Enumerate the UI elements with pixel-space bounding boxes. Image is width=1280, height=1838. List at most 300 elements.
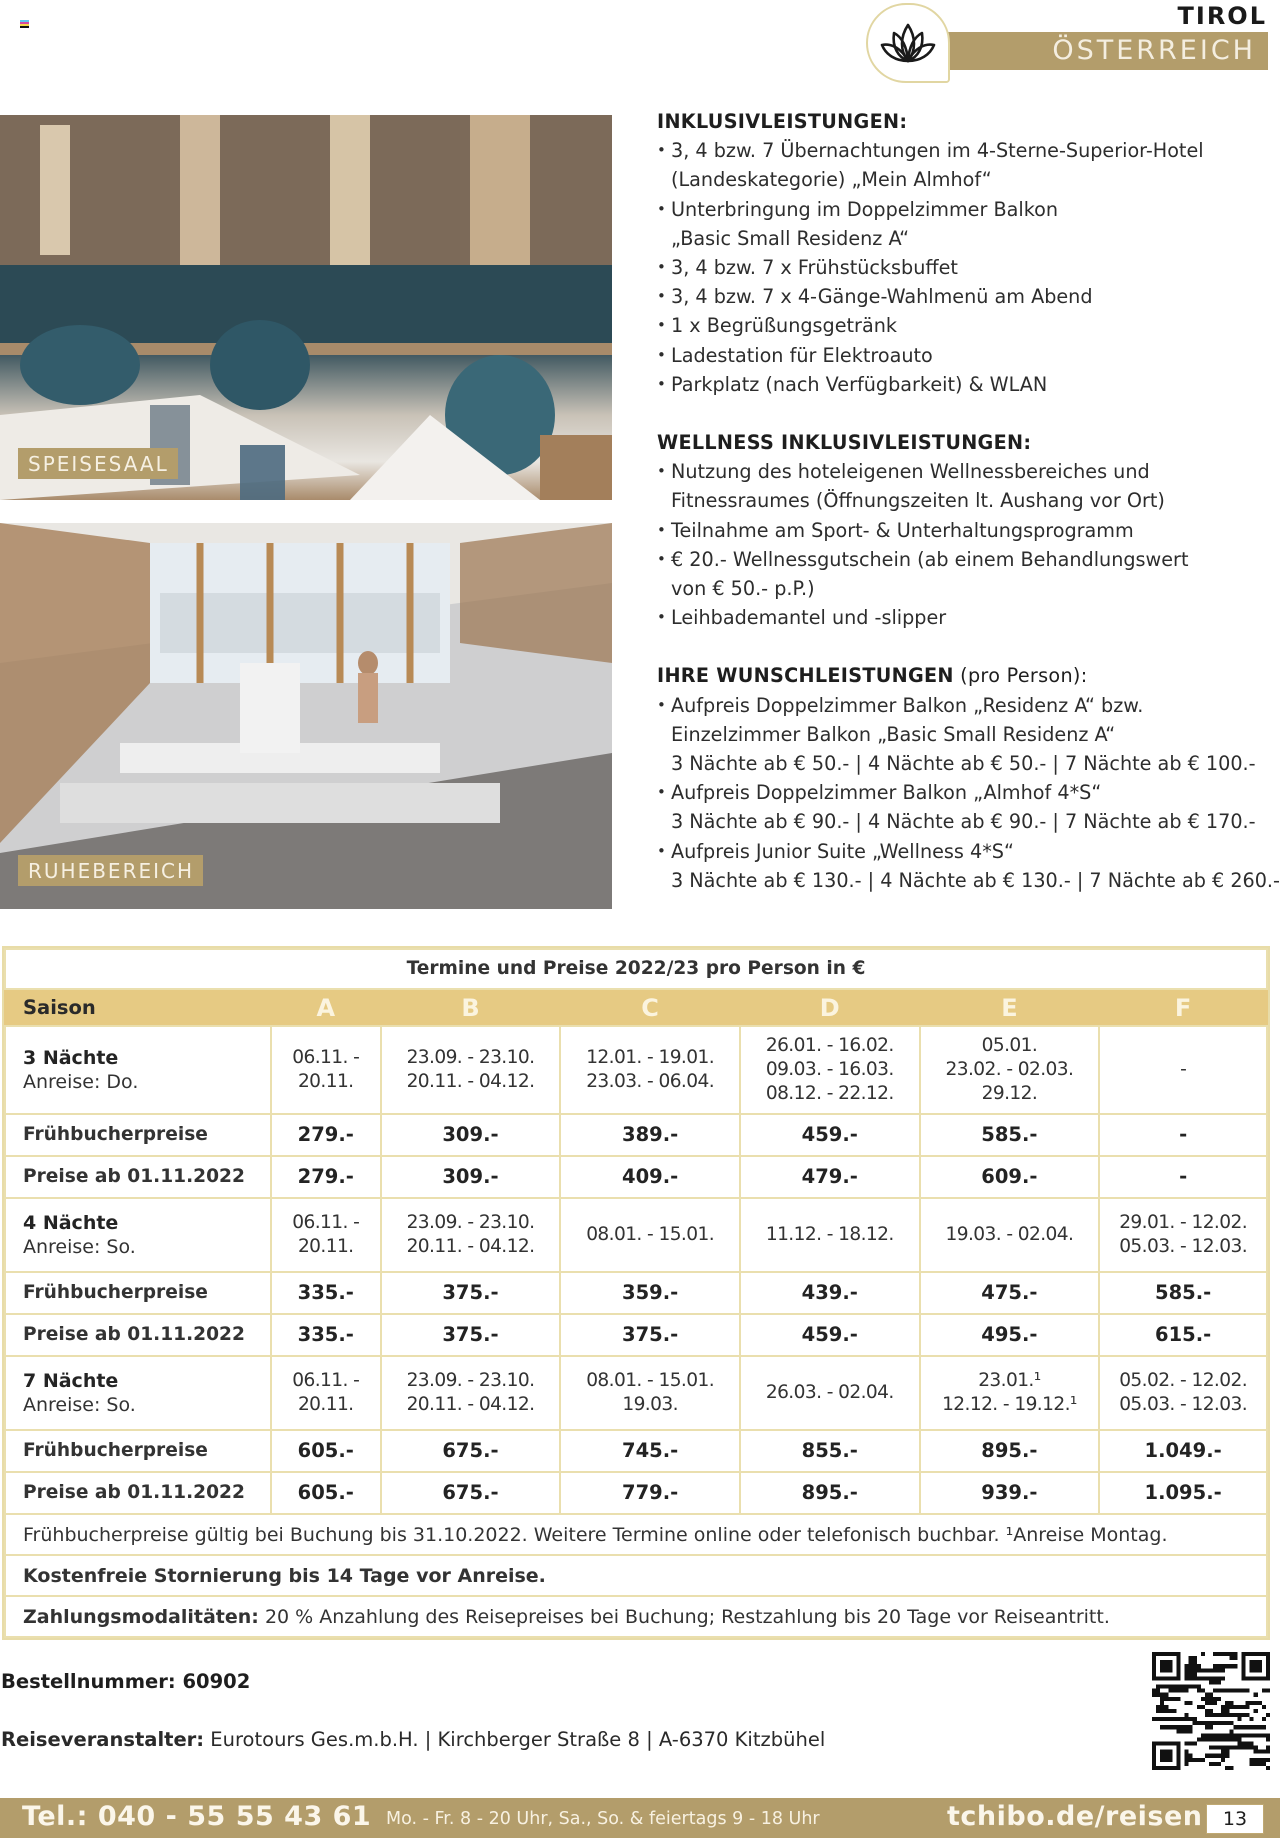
regular-price: -: [1099, 1156, 1267, 1198]
qr-module: [1250, 1717, 1254, 1721]
wellness-section: [657, 428, 1277, 632]
qr-module: [1193, 1758, 1197, 1762]
qr-module: [1246, 1705, 1250, 1709]
qr-module: [1254, 1750, 1258, 1754]
contact-bar: [0, 1798, 1280, 1838]
qr-module: [1221, 1713, 1225, 1717]
qr-module: [1250, 1733, 1254, 1737]
qr-module: [1229, 1689, 1233, 1693]
season-header: D: [740, 989, 920, 1026]
qr-module: [1213, 1664, 1217, 1668]
qr-module: [1156, 1709, 1160, 1713]
qr-module: [1209, 1709, 1213, 1713]
early-booking-price: 585.-: [1099, 1272, 1267, 1314]
date-range: 08.01. - 15.01.: [586, 1224, 715, 1245]
qr-module: [1221, 1721, 1225, 1725]
qr-module: [1225, 1754, 1229, 1758]
qr-module: [1185, 1689, 1189, 1693]
qr-module: [1233, 1664, 1237, 1668]
qr-module: [1189, 1758, 1193, 1762]
early-booking-price: 475.-: [920, 1272, 1100, 1314]
qr-module: [1180, 1725, 1184, 1729]
website-link[interactable]: tchibo.de/reisen: [947, 1801, 1203, 1832]
qr-module: [1185, 1672, 1189, 1676]
date-range: 20.11. - 04.12.: [406, 1236, 535, 1257]
qr-module: [1242, 1713, 1246, 1717]
qr-module: [1172, 1689, 1176, 1693]
qr-module: [1213, 1668, 1217, 1672]
season-header: E: [920, 989, 1100, 1026]
note-row: [5, 1555, 1267, 1596]
wellness-item: • Nutzung des hoteleigenen Wellnessbereiches und: [657, 457, 1277, 486]
date-range: 19.03. - 02.04.: [945, 1224, 1074, 1245]
date-range: 23.09. - 23.10.: [406, 1212, 535, 1233]
qr-module: [1266, 1746, 1270, 1750]
qr-module: [1201, 1689, 1205, 1693]
inclusion-item: • 3, 4 bzw. 7 x Frühstücksbuffet: [657, 253, 1277, 282]
qr-module: [1156, 1705, 1160, 1709]
extras-item-prices: 3 Nächte ab € 50.- | 4 Nächte ab € 50.- | 7 Nächte ab € 100.-: [671, 752, 1256, 776]
date-range-cell: [1099, 1026, 1267, 1114]
season-header-row: [5, 989, 1267, 1026]
qr-module: [1176, 1685, 1180, 1689]
qr-module: [1172, 1725, 1176, 1729]
date-range: 06.11. -: [292, 1047, 360, 1068]
regular-price: 375.-: [381, 1314, 561, 1356]
qr-module: [1229, 1652, 1233, 1656]
qr-module: [1254, 1733, 1258, 1737]
regular-price: 779.-: [560, 1472, 740, 1514]
qr-module: [1189, 1656, 1193, 1660]
qr-module: [1197, 1664, 1201, 1668]
qr-module: [1213, 1652, 1217, 1656]
price-table-body: [5, 1026, 1267, 1514]
qr-module: [1213, 1676, 1217, 1680]
qr-module: [1262, 1762, 1266, 1766]
regular-price-row: [5, 1472, 1267, 1514]
regular-price-row: [5, 1314, 1267, 1356]
qr-module: [1217, 1697, 1221, 1701]
tour-operator: [1, 1728, 825, 1751]
early-booking-price-label: Frühbucherpreise: [5, 1114, 271, 1156]
qr-module: [1205, 1737, 1209, 1741]
early-booking-price: 675.-: [381, 1430, 561, 1472]
qr-module: [1164, 1709, 1168, 1713]
extras-item: • Aufpreis Junior Suite „Wellness 4*S“: [657, 837, 1277, 866]
extras-heading-suffix: (pro Person):: [953, 664, 1088, 688]
qr-module: [1237, 1689, 1241, 1693]
date-range: 06.11. -: [292, 1370, 360, 1391]
region-label: TIROL: [1177, 2, 1267, 30]
qr-module: [1209, 1746, 1213, 1750]
inclusion-item: • 3, 4 bzw. 7 Übernachtungen im 4-Sterne-Superior-Hotel: [657, 136, 1277, 165]
qr-module: [1254, 1693, 1258, 1697]
qr-module: [1233, 1713, 1237, 1717]
qr-module: [1225, 1746, 1229, 1750]
qr-module: [1242, 1733, 1246, 1737]
qr-module: [1229, 1713, 1233, 1717]
order-number: Bestellnummer: 60902: [1, 1670, 251, 1693]
qr-module: [1197, 1676, 1201, 1680]
extras-item: • Aufpreis Doppelzimmer Balkon „Residenz A“ bzw.: [657, 691, 1277, 720]
qr-module: [1250, 1758, 1254, 1762]
qr-module: [1246, 1725, 1250, 1729]
date-range: 26.03. - 02.04.: [765, 1382, 894, 1403]
wellness-item-cont: von € 50.- p.P.): [671, 577, 815, 601]
qr-module: [1205, 1754, 1209, 1758]
qr-module: [1205, 1676, 1209, 1680]
regular-price: 459.-: [740, 1314, 920, 1356]
qr-module: [1201, 1697, 1205, 1701]
qr-module: [1246, 1713, 1250, 1717]
qr-module: [1242, 1689, 1246, 1693]
qr-module: [1213, 1689, 1217, 1693]
qr-module: [1217, 1733, 1221, 1737]
qr-module: [1189, 1725, 1193, 1729]
qr-module: [1213, 1701, 1217, 1705]
wellness-heading: WELLNESS INKLUSIVLEISTUNGEN:: [657, 431, 1032, 455]
qr-module: [1185, 1717, 1189, 1721]
qr-module: [1185, 1701, 1189, 1705]
qr-module: [1205, 1668, 1209, 1672]
date-row: [5, 1198, 1267, 1272]
extras-section: [657, 661, 1280, 895]
qr-module: [1164, 1697, 1168, 1701]
extras-heading-title: IHRE WUNSCHLEISTUNGEN: [657, 664, 954, 688]
qr-module: [1185, 1668, 1189, 1672]
qr-module: [1201, 1705, 1205, 1709]
qr-module: [1225, 1721, 1229, 1725]
date-range: 08.01. - 15.01.: [586, 1370, 715, 1391]
qr-module: [1160, 1693, 1164, 1697]
qr-module: [1185, 1754, 1189, 1758]
print-color-mark: [20, 20, 29, 28]
qr-module: [1152, 1717, 1156, 1721]
qr-module: [1156, 1685, 1160, 1689]
qr-module: [1250, 1746, 1254, 1750]
qr-module: [1217, 1713, 1221, 1717]
early-booking-price: 895.-: [920, 1430, 1100, 1472]
qr-module: [1189, 1660, 1193, 1664]
qr-module: [1217, 1762, 1221, 1766]
qr-module: [1168, 1709, 1172, 1713]
season-header: B: [381, 989, 561, 1026]
qr-module: [1237, 1705, 1241, 1709]
early-booking-price: 1.049.-: [1099, 1430, 1267, 1472]
qr-module: [1221, 1754, 1225, 1758]
qr-module: [1205, 1693, 1209, 1697]
date-range: 05.03. - 12.03.: [1119, 1394, 1248, 1415]
payment-note: [5, 1596, 1267, 1637]
qr-module: [1189, 1701, 1193, 1705]
phone-number[interactable]: Tel.: 040 - 55 55 43 61: [22, 1801, 372, 1832]
qr-module: [1213, 1733, 1217, 1737]
payment-label: Zahlungsmodalitäten:: [23, 1605, 259, 1628]
date-range: 11.12. - 18.12.: [765, 1224, 894, 1245]
payment-text: 20 % Anzahlung des Reisepreises bei Buchung; Restzahlung bis 20 Tage vor Reiseantritt.: [258, 1605, 1110, 1628]
qr-module: [1233, 1746, 1237, 1750]
qr-module: [1246, 1742, 1250, 1746]
qr-module: [1160, 1697, 1164, 1701]
qr-module: [1262, 1705, 1266, 1709]
qr-module: [1164, 1693, 1168, 1697]
qr-module: [1217, 1689, 1221, 1693]
qr-module: [1237, 1742, 1241, 1746]
qr-module: [1201, 1721, 1205, 1725]
qr-module: [1160, 1705, 1164, 1709]
qr-module: [1185, 1676, 1189, 1680]
qr-module: [1258, 1758, 1262, 1762]
qr-module: [1254, 1762, 1258, 1766]
date-range: 26.01. - 16.02.: [765, 1035, 894, 1056]
regular-price-label: Preise ab 01.11.2022: [5, 1472, 271, 1514]
qr-module: [1205, 1733, 1209, 1737]
qr-module: [1209, 1754, 1213, 1758]
qr-module: [1233, 1656, 1237, 1660]
date-range-cell: [740, 1026, 920, 1114]
qr-module: [1217, 1721, 1221, 1725]
early-booking-price: 459.-: [740, 1114, 920, 1156]
qr-module: [1164, 1705, 1168, 1709]
qr-module: [1193, 1742, 1197, 1746]
qr-module: [1233, 1737, 1237, 1741]
qr-module: [1201, 1676, 1205, 1680]
relaxation-area-illustration: [0, 523, 612, 909]
qr-module: [1193, 1685, 1197, 1689]
qr-module: [1254, 1746, 1258, 1750]
qr-module: [1213, 1680, 1217, 1684]
date-range: 19.03.: [622, 1394, 678, 1415]
date-range: 06.11. -: [292, 1212, 360, 1233]
qr-module: [1185, 1758, 1189, 1762]
qr-module: [1189, 1672, 1193, 1676]
date-range: 05.01.: [981, 1035, 1038, 1056]
nights-label-cell: [5, 1026, 271, 1114]
date-range: 20.11.: [297, 1394, 354, 1415]
relaxation-area-photo: [0, 523, 612, 909]
qr-module: [1193, 1672, 1197, 1676]
qr-module: [1258, 1701, 1262, 1705]
qr-module: [1221, 1709, 1225, 1713]
qr-module: [1250, 1701, 1254, 1705]
extras-item-prices: 3 Nächte ab € 90.- | 4 Nächte ab € 90.- | 7 Nächte ab € 170.-: [671, 810, 1256, 834]
qr-module: [1213, 1762, 1217, 1766]
qr-module: [1237, 1746, 1241, 1750]
qr-module: [1225, 1750, 1229, 1754]
qr-module: [1193, 1721, 1197, 1725]
inclusion-item: • Parkplatz (nach Verfügbarkeit) & WLAN: [657, 370, 1277, 399]
country-banner: [948, 32, 1268, 70]
dining-room-photo: [0, 115, 612, 500]
regular-price: 895.-: [740, 1472, 920, 1514]
date-range-cell: [271, 1198, 381, 1272]
early-booking-price: 585.-: [920, 1114, 1100, 1156]
qr-module: [1172, 1717, 1176, 1721]
qr-module: [1205, 1721, 1209, 1725]
qr-module: [1156, 1689, 1160, 1693]
qr-module: [1217, 1676, 1221, 1680]
qr-module: [1209, 1713, 1213, 1717]
qr-module: [1229, 1701, 1233, 1705]
qr-module: [1201, 1652, 1205, 1656]
qr-module: [1262, 1725, 1266, 1729]
qr-module: [1168, 1689, 1172, 1693]
early-booking-price: 335.-: [271, 1272, 381, 1314]
inclusion-item: • 1 x Begrüßungsgetränk: [657, 311, 1277, 340]
photo-caption-spa: RUHEBEREICH: [18, 855, 203, 886]
qr-module: [1197, 1685, 1201, 1689]
lotus-icon: [880, 21, 936, 65]
qr-module: [1246, 1733, 1250, 1737]
qr-module: [1197, 1721, 1201, 1725]
early-booking-price-label: Frühbucherpreise: [5, 1430, 271, 1472]
date-range-cell: [1099, 1198, 1267, 1272]
nights-label-cell: [5, 1356, 271, 1430]
qr-module: [1258, 1733, 1262, 1737]
qr-module: [1189, 1754, 1193, 1758]
qr-module: [1168, 1685, 1172, 1689]
date-range: 12.12. - 19.12.¹: [942, 1394, 1077, 1415]
date-range-cell: [560, 1198, 740, 1272]
early-booking-price: 309.-: [381, 1114, 561, 1156]
nights-label: 3 Nächte: [23, 1047, 119, 1069]
date-range: 20.11.: [297, 1071, 354, 1092]
date-range: 23.09. - 23.10.: [406, 1370, 535, 1391]
qr-module: [1201, 1737, 1205, 1741]
qr-module: [1189, 1685, 1193, 1689]
inclusion-item-cont: „Basic Small Residenz A“: [671, 226, 910, 250]
early-booking-price: 745.-: [560, 1430, 740, 1472]
wellness-item: • € 20.- Wellnessgutschein (ab einem Behandlungswert: [657, 545, 1277, 574]
qr-module: [1156, 1717, 1160, 1721]
qr-module: [1266, 1689, 1270, 1693]
date-range: 29.01. - 12.02.: [1119, 1212, 1248, 1233]
qr-module: [1185, 1664, 1189, 1668]
date-range: -: [1180, 1059, 1187, 1080]
qr-module: [1180, 1685, 1184, 1689]
qr-module: [1217, 1746, 1221, 1750]
qr-module: [1197, 1705, 1201, 1709]
qr-module: [1189, 1742, 1193, 1746]
qr-module: [1176, 1729, 1180, 1733]
date-range-cell: [1099, 1356, 1267, 1430]
qr-module: [1168, 1697, 1172, 1701]
regular-price: 375.-: [560, 1314, 740, 1356]
qr-module: [1209, 1701, 1213, 1705]
qr-module: [1254, 1725, 1258, 1729]
qr-module: [1168, 1725, 1172, 1729]
regular-price: 605.-: [271, 1472, 381, 1514]
qr-module: [1205, 1701, 1209, 1705]
early-booking-price: 439.-: [740, 1272, 920, 1314]
qr-module: [1266, 1758, 1270, 1762]
date-range: 20.11.: [297, 1236, 354, 1257]
qr-module: [1266, 1733, 1270, 1737]
qr-module: [1189, 1668, 1193, 1672]
qr-module: [1221, 1689, 1225, 1693]
qr-module: [1193, 1717, 1197, 1721]
date-range: 29.12.: [981, 1083, 1038, 1104]
season-header: C: [560, 989, 740, 1026]
date-range-cell: [920, 1198, 1100, 1272]
lotus-badge: [866, 3, 950, 83]
qr-module: [1176, 1717, 1180, 1721]
early-booking-note: Frühbucherpreise gültig bei Buchung bis 31.10.2022. Weitere Termine online oder telefonisch buchbar. ¹Anreise Montag.: [5, 1514, 1267, 1555]
qr-module: [1189, 1664, 1193, 1668]
date-range: 20.11. - 04.12.: [406, 1394, 535, 1415]
regular-price: 495.-: [920, 1314, 1100, 1356]
price-table: [2, 946, 1270, 1640]
date-range: 08.12. - 22.12.: [765, 1083, 894, 1104]
qr-module: [1185, 1713, 1189, 1717]
qr-module: [1201, 1733, 1205, 1737]
date-range: 23.03. - 06.04.: [586, 1071, 715, 1092]
tour-operator-address: Eurotours Ges.m.b.H. | Kirchberger Straße 8 | A-6370 Kitzbühel: [204, 1728, 826, 1751]
qr-module: [1229, 1721, 1233, 1725]
date-range: 23.01.¹: [978, 1370, 1041, 1391]
regular-price: 1.095.-: [1099, 1472, 1267, 1514]
qr-module: [1221, 1652, 1225, 1656]
qr-module: [1193, 1660, 1197, 1664]
regular-price: 939.-: [920, 1472, 1100, 1514]
qr-module: [1176, 1689, 1180, 1693]
early-booking-price-label: Frühbucherpreise: [5, 1272, 271, 1314]
qr-code-icon[interactable]: [1152, 1652, 1270, 1770]
qr-module: [1266, 1766, 1270, 1770]
qr-module: [1197, 1737, 1201, 1741]
qr-module: [1164, 1717, 1168, 1721]
qr-module: [1229, 1729, 1233, 1733]
qr-module: [1160, 1725, 1164, 1729]
qr-module: [1237, 1733, 1241, 1737]
qr-module: [1242, 1746, 1246, 1750]
inclusion-item: • Ladestation für Elektroauto: [657, 341, 1277, 370]
qr-module: [1221, 1664, 1225, 1668]
qr-module: [1172, 1685, 1176, 1689]
tour-operator-label: Reiseveranstalter:: [1, 1728, 205, 1751]
cancellation-note: Kostenfreie Stornierung bis 14 Tage vor Anreise.: [5, 1555, 1267, 1596]
qr-module: [1160, 1709, 1164, 1713]
early-booking-price: -: [1099, 1114, 1267, 1156]
qr-module: [1258, 1725, 1262, 1729]
qr-module: [1209, 1762, 1213, 1766]
regular-price-label: Preise ab 01.11.2022: [5, 1314, 271, 1356]
qr-module: [1160, 1701, 1164, 1705]
qr-module: [1160, 1660, 1172, 1672]
qr-module: [1217, 1680, 1221, 1684]
qr-module: [1258, 1750, 1262, 1754]
qr-module: [1205, 1713, 1209, 1717]
qr-module: [1250, 1742, 1254, 1746]
qr-module: [1229, 1766, 1233, 1770]
qr-module: [1213, 1746, 1217, 1750]
qr-module: [1185, 1742, 1189, 1746]
qr-module: [1229, 1656, 1233, 1660]
qr-module: [1193, 1676, 1197, 1680]
qr-module: [1209, 1725, 1213, 1729]
date-range: 05.02. - 12.02.: [1119, 1370, 1248, 1391]
qr-module: [1233, 1705, 1237, 1709]
qr-module: [1209, 1697, 1213, 1701]
arrival-day: Anreise: Do.: [23, 1071, 139, 1093]
qr-module: [1217, 1754, 1221, 1758]
date-range-cell: [560, 1026, 740, 1114]
qr-module: [1185, 1725, 1189, 1729]
qr-module: [1221, 1750, 1225, 1754]
extras-item-cont: Einzelzimmer Balkon „Basic Small Residenz A“: [671, 722, 1116, 746]
regular-price: 309.-: [381, 1156, 561, 1198]
early-booking-price: 279.-: [271, 1114, 381, 1156]
